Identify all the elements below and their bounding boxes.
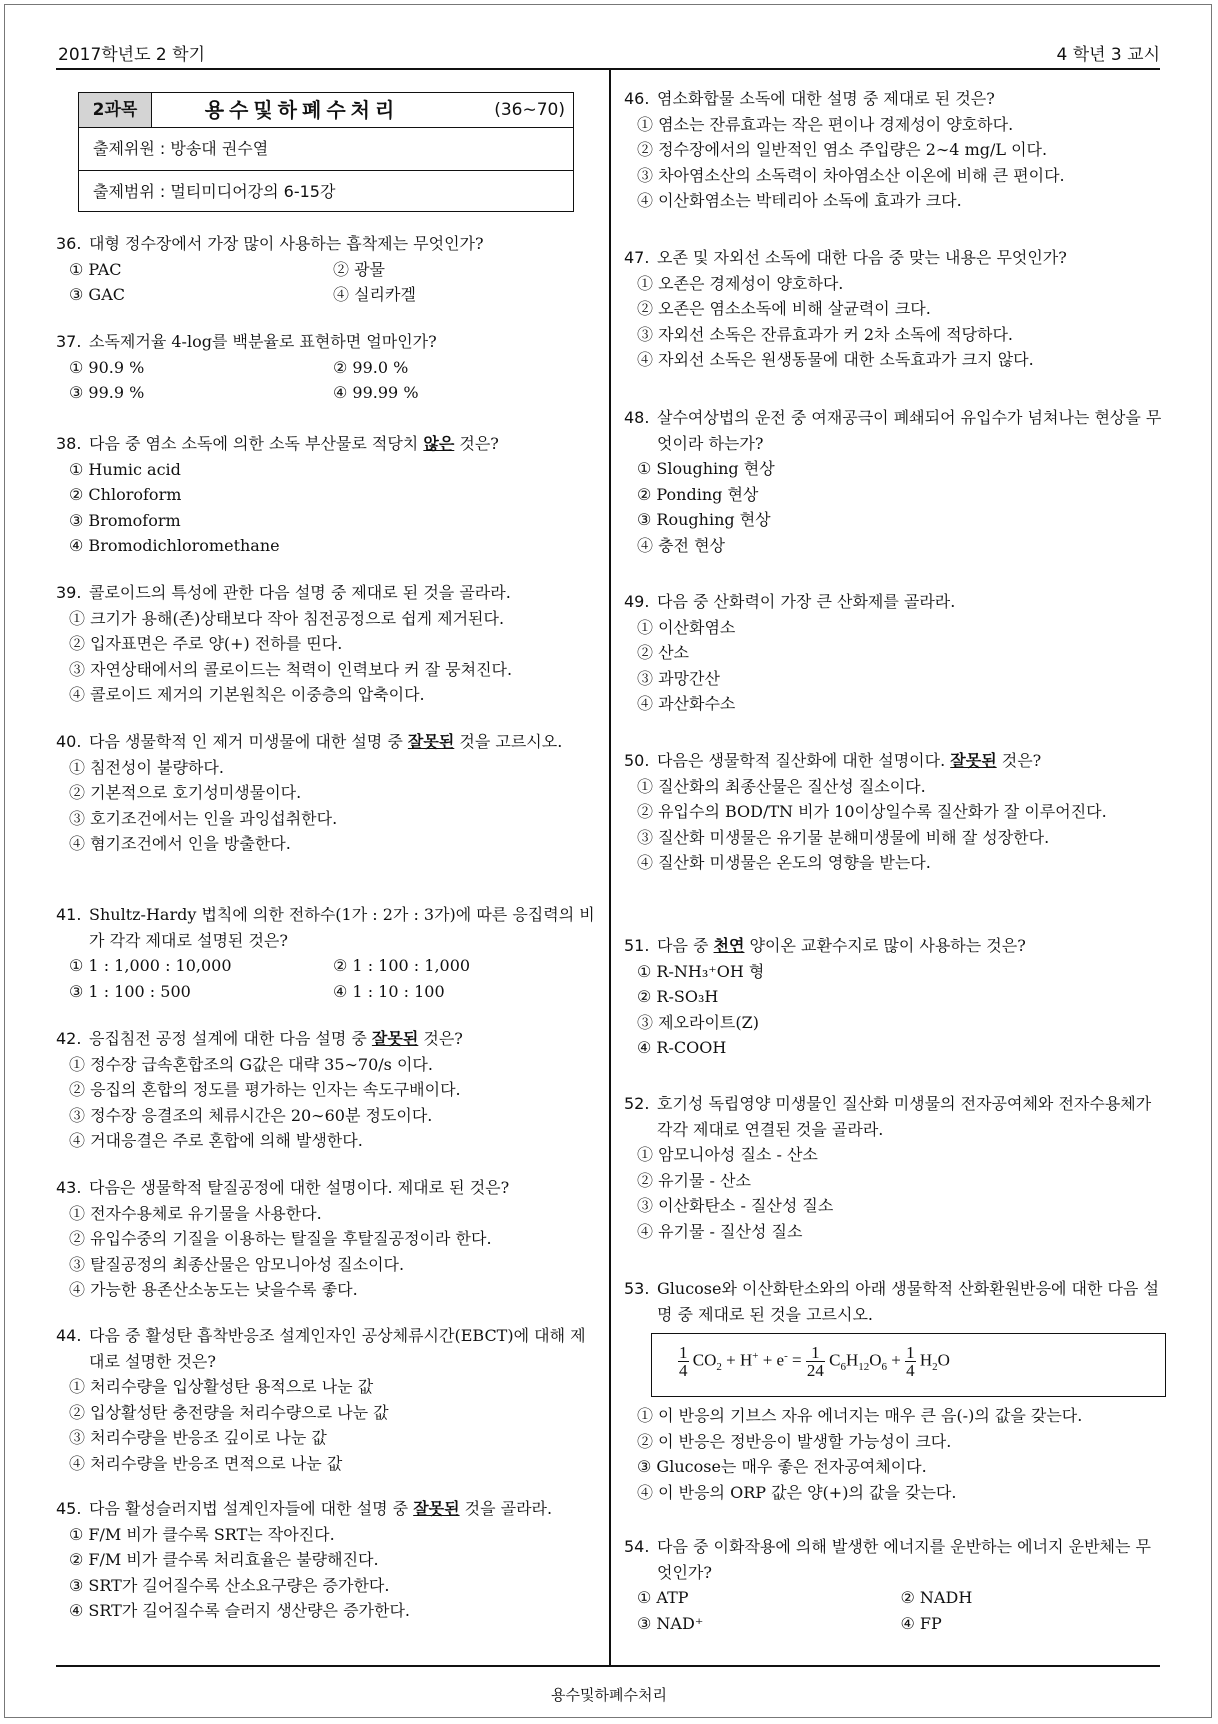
question-number: 40. — [56, 732, 82, 751]
question-text — [89, 729, 597, 755]
option-3[interactable]: ③ NAD⁺ — [637, 1613, 704, 1633]
option-3[interactable]: ③ Roughing 현상 — [637, 510, 771, 529]
option-2[interactable]: ② Chloroform — [69, 485, 182, 504]
eq-equals: = — [792, 1350, 802, 1370]
question-text — [89, 1026, 597, 1052]
option-3[interactable]: ③ 자연상태에서의 콜로이드는 척력이 인력보다 커 잘 뭉쳐진다. — [69, 659, 513, 679]
question-text-part: 다음 중 염소 소독에 의한 소독 부산물로 적당치 — [89, 434, 424, 453]
question-36 — [56, 231, 597, 308]
question-text: Glucose와 이산화탄소와의 아래 생물학적 산화환원반응에 대한 다음 설명 중 제대로 된 것을 고르시오. — [657, 1279, 1159, 1324]
option-4[interactable]: ④ Bromodichloromethane — [69, 536, 280, 555]
fraction-denominator: 4 — [906, 1361, 915, 1381]
option-1[interactable]: ① Humic acid — [69, 459, 181, 479]
question-48 — [624, 405, 1164, 558]
option-2[interactable]: ② 유입수중의 기질을 이용하는 탈질을 후탈질공정이라 한다. — [69, 1229, 492, 1248]
question-53 — [624, 1276, 1164, 1505]
option-1[interactable]: ① R-NH₃⁺OH 형 — [637, 961, 765, 981]
question-number: 51. — [624, 936, 650, 955]
option-2[interactable]: ② NADH — [900, 1588, 973, 1607]
option-1[interactable]: ① 침전성이 불량하다. — [69, 757, 224, 777]
question-range: (36∼70) — [494, 100, 565, 120]
question-number: 54. — [624, 1537, 650, 1556]
option-4[interactable]: ④ 혐기조건에서 인을 방출한다. — [69, 834, 291, 853]
eq-term: O — [869, 1350, 882, 1370]
option-1[interactable]: ① 암모니아성 질소 - 산소 — [637, 1145, 818, 1164]
question-number: 49. — [624, 592, 650, 611]
question-text-part: 다음 중 — [657, 936, 714, 955]
option-3[interactable]: ③ GAC — [69, 285, 126, 304]
question-41 — [56, 902, 597, 1004]
question-49 — [624, 589, 1164, 717]
eq-term: C — [829, 1350, 841, 1370]
option-4[interactable]: ④ 이 반응의 ORP 값은 양(+)의 값을 갖는다. — [637, 1482, 957, 1502]
question-text-part: 것은? — [418, 1029, 463, 1048]
option-2[interactable]: ② 유기물 - 산소 — [637, 1170, 751, 1190]
option-3[interactable]: ③ 1 : 100 : 500 — [69, 981, 191, 1001]
question-emphasis: 잘못된 — [950, 751, 997, 770]
question-text-part: 다음 활성슬러지법 설계인자들에 대한 설명 중 — [89, 1499, 414, 1518]
question-number: 53. — [624, 1279, 650, 1298]
option-1[interactable]: ① 염소는 잔류효과는 작은 편이나 경제성이 양호하다. — [637, 114, 1014, 134]
fraction-denominator: 4 — [679, 1361, 688, 1381]
question-39 — [56, 580, 597, 708]
question-text: 다음 중 활성탄 흡착반응조 설계인자인 공상체류시간(EBCT)에 대해 제대로 설명한 것은? — [89, 1326, 586, 1371]
option-3[interactable]: ③ 제오라이트(Z) — [637, 1012, 759, 1032]
option-2[interactable]: ② Ponding 현상 — [637, 484, 759, 504]
eq-term: + H — [726, 1350, 753, 1370]
header-rule — [56, 68, 1160, 70]
option-3[interactable]: ③ 99.9 % — [69, 383, 145, 402]
eq-plus: + — [891, 1350, 901, 1370]
question-40 — [56, 729, 597, 857]
option-4[interactable]: ④ SRT가 길어질수록 슬러지 생산량은 증가한다. — [69, 1601, 411, 1620]
fraction-numerator: 1 — [806, 1344, 825, 1362]
question-number: 36. — [56, 234, 82, 253]
subject-info-box — [78, 92, 574, 212]
question-text: 다음은 생물학적 탈질공정에 대한 설명이다. 제대로 된 것은? — [89, 1178, 510, 1197]
eq-subscript: 2 — [716, 1361, 722, 1374]
eq-superscript: + — [752, 1350, 759, 1362]
option-2[interactable]: ② 99.0 % — [333, 357, 409, 377]
subject-author: 출제위원 : 방송대 권수열 — [79, 128, 573, 171]
question-text: 오존 및 자외선 소독에 대한 다음 중 맞는 내용은 무엇인가? — [657, 248, 1067, 267]
option-2[interactable]: ② 입자표면은 주로 양(+) 전하를 띤다. — [69, 634, 343, 653]
question-number: 44. — [56, 1326, 82, 1345]
question-text-part: 것은? — [996, 751, 1042, 770]
question-45 — [56, 1496, 597, 1624]
question-text: 호기성 독립영양 미생물인 질산화 미생물의 전자공여체와 전자수용체가 각각 제대로 연결된 것을 골라라. — [657, 1094, 1152, 1139]
column-divider — [609, 68, 611, 1665]
option-1[interactable]: ① Sloughing 현상 — [637, 459, 775, 478]
question-42 — [56, 1026, 597, 1154]
question-number: 39. — [56, 583, 82, 602]
question-number: 50. — [624, 751, 650, 770]
option-2[interactable]: ② 응집의 혼합의 정도를 평가하는 인자는 속도구배이다. — [69, 1080, 461, 1099]
option-1[interactable]: ① 처리수량을 입상활성탄 용적으로 나눈 값 — [69, 1377, 374, 1396]
option-3[interactable]: ③ 자외선 소독은 잔류효과가 커 2차 소독에 적당하다. — [637, 324, 1013, 344]
question-emphasis: 잘못된 — [413, 1499, 460, 1518]
option-3[interactable]: ③ 차아염소산의 소독력이 차아염소산 이온에 비해 큰 편이다. — [637, 165, 1065, 185]
question-text: Shultz-Hardy 법칙에 의한 전하수(1가 : 2가 : 3가)에 따른 응집력의 비가 각각 제대로 설명된 것은? — [89, 905, 595, 950]
question-number: 37. — [56, 332, 82, 351]
option-1[interactable]: ① 90.9 % — [69, 357, 145, 377]
question-text: 살수여상법의 운전 중 여재공극이 폐쇄되어 유입수가 넘쳐나는 현상을 무엇이라 하는가? — [657, 408, 1162, 453]
question-text-part: 다음 생물학적 인 제거 미생물에 대한 설명 중 — [89, 732, 408, 751]
option-3[interactable]: ③ 과망간산 — [637, 668, 720, 688]
option-1[interactable]: ① 크기가 용해(존)상태보다 작아 침전공정으로 쉽게 제거된다. — [69, 608, 505, 628]
equation-box — [651, 1333, 1166, 1397]
question-emphasis: 잘못된 — [371, 1029, 419, 1048]
fraction-numerator: 1 — [679, 1343, 688, 1363]
question-44 — [56, 1323, 597, 1476]
option-1[interactable]: ① PAC — [69, 259, 122, 279]
question-text-part: 양이온 교환수지로 많이 사용하는 것은? — [744, 936, 1026, 955]
question-text — [657, 748, 1164, 774]
eq-term: + e — [762, 1350, 785, 1370]
question-emphasis: 잘못된 — [407, 732, 455, 751]
option-2[interactable]: ② 1 : 100 : 1,000 — [333, 956, 471, 975]
footer-rule — [56, 1665, 1160, 1667]
question-text-part: 것을 골라라. — [459, 1499, 553, 1518]
option-3[interactable]: ③ 이산화탄소 - 질산성 질소 — [637, 1196, 834, 1215]
question-text-part: 다음은 생물학적 질산화에 대한 설명이다. — [657, 751, 951, 770]
question-text: 다음 중 이화작용에 의해 발생한 에너지를 운반하는 에너지 운반체는 무엇인가? — [657, 1537, 1151, 1582]
header-grade-period: 4 학년 3 교시 — [1056, 45, 1160, 65]
question-text: 소독제거율 4-log를 백분율로 표현하면 얼마인가? — [89, 332, 437, 351]
question-51 — [624, 933, 1164, 1061]
question-text: 콜로이드의 특성에 관한 다음 설명 중 제대로 된 것을 골라라. — [89, 583, 511, 602]
option-3[interactable]: ③ Bromoform — [69, 510, 181, 530]
question-emphasis: 천연 — [713, 936, 745, 955]
eq-subscript: 6 — [840, 1361, 846, 1374]
eq-subscript: 2 — [932, 1361, 938, 1374]
question-47 — [624, 245, 1164, 373]
question-text — [89, 1496, 597, 1522]
option-1[interactable]: ① 1 : 1,000 : 10,000 — [69, 956, 232, 975]
option-2[interactable]: ② 입상활성탄 충전량을 처리수량으로 나눈 값 — [69, 1402, 389, 1422]
eq-term: CO — [692, 1350, 717, 1370]
option-2[interactable]: ② 유입수의 BOD/TN 비가 10이상일수록 질산화가 잘 이루어진다. — [637, 802, 1107, 821]
page-footer: 용수및하폐수처리 — [551, 1686, 667, 1704]
option-3[interactable]: ③ 호기조건에서는 인을 과잉섭취한다. — [69, 808, 338, 828]
option-1[interactable]: ① ATP — [637, 1588, 689, 1607]
option-4[interactable]: ④ 1 : 10 : 100 — [333, 981, 445, 1001]
option-1[interactable]: ① 오존은 경제성이 양호하다. — [637, 273, 844, 293]
question-number: 46. — [624, 89, 650, 108]
question-text — [89, 431, 597, 457]
question-text: 염소화합물 소독에 대한 설명 중 제대로 된 것은? — [657, 89, 995, 108]
question-number: 42. — [56, 1029, 82, 1048]
question-number: 43. — [56, 1178, 82, 1197]
question-text: 대형 정수장에서 가장 많이 사용하는 흡착제는 무엇인가? — [89, 234, 484, 253]
option-4[interactable]: ④ FP — [900, 1613, 942, 1633]
option-4[interactable]: ④ 유기물 - 질산성 질소 — [637, 1221, 803, 1241]
question-text — [657, 933, 1164, 959]
question-37 — [56, 329, 597, 406]
eq-subscript: 12 — [858, 1361, 870, 1374]
option-2[interactable]: ② 오존은 염소소독에 비해 살균력이 크다. — [637, 299, 931, 318]
eq-superscript: - — [784, 1350, 788, 1362]
option-4[interactable]: ④ 이산화염소는 박테리아 소독에 효과가 크다. — [637, 191, 962, 210]
option-2[interactable]: ② 이 반응은 정반응이 발생할 가능성이 크다. — [637, 1431, 952, 1451]
option-2[interactable]: ② F/M 비가 클수록 처리효율은 불량해진다. — [69, 1550, 379, 1569]
option-1[interactable]: ① 이산화염소 — [637, 617, 736, 637]
option-4[interactable]: ④ 콜로이드 제거의 기본원칙은 이중층의 압축이다. — [69, 685, 425, 704]
option-4[interactable]: ④ 과산화수소 — [637, 694, 736, 713]
question-52 — [624, 1091, 1164, 1244]
option-4[interactable]: ④ 실리카겔 — [333, 285, 416, 304]
eq-subscript: 6 — [881, 1361, 888, 1374]
header-year-semester: 2017학년도 2 학기 — [58, 45, 205, 65]
option-2[interactable]: ② 기본적으로 호기성미생물이다. — [69, 783, 302, 802]
option-1[interactable]: ① 이 반응의 기브스 자유 에너지는 매우 큰 음(-)의 값을 갖는다. — [637, 1406, 1083, 1425]
question-text-part: 응집침전 공정 설계에 대한 다음 설명 중 — [89, 1029, 372, 1048]
question-38 — [56, 431, 597, 559]
redox-equation — [678, 1344, 950, 1381]
option-2[interactable]: ② 광물 — [333, 259, 385, 279]
subject-scope: 출제범위 : 멀티미디어강의 6-15강 — [93, 182, 336, 201]
option-4[interactable]: ④ 99.99 % — [333, 383, 419, 402]
fraction-numerator: 1 — [906, 1343, 915, 1363]
question-emphasis: 않은 — [423, 434, 455, 453]
option-4[interactable]: ④ 질산화 미생물은 온도의 영향을 받는다. — [637, 853, 931, 872]
option-3[interactable]: ③ 정수장 응결조의 체류시간은 20∼60분 정도이다. — [69, 1105, 433, 1125]
option-2[interactable]: ② 산소 — [637, 643, 689, 662]
option-4[interactable]: ④ 충전 현상 — [637, 535, 725, 555]
option-2[interactable]: ② 정수장에서의 일반적인 염소 주입량은 2∼4 mg/L 이다. — [637, 140, 1048, 159]
question-text-part: 것은? — [454, 434, 499, 453]
question-43 — [56, 1175, 597, 1303]
subject-tag: 2과목 — [79, 93, 152, 127]
option-3[interactable]: ③ Glucose는 매우 좋은 전자공여체이다. — [637, 1457, 927, 1476]
option-2[interactable]: ② R-SO₃H — [637, 987, 719, 1006]
option-3[interactable]: ③ SRT가 길어질수록 산소요구량은 증가한다. — [69, 1575, 390, 1595]
question-text: 다음 중 산화력이 가장 큰 산화제를 골라라. — [657, 592, 956, 611]
fraction-denominator: 24 — [806, 1361, 824, 1381]
question-number: 41. — [56, 905, 82, 924]
option-4[interactable]: ④ 거대응결은 주로 혼합에 의해 발생한다. — [69, 1131, 363, 1150]
option-3[interactable]: ③ 처리수량을 반응조 깊이로 나눈 값 — [69, 1428, 327, 1447]
question-number: 38. — [56, 434, 82, 453]
page-header — [58, 36, 1160, 66]
eq-term: H — [845, 1350, 859, 1370]
option-4[interactable]: ④ 처리수량을 반응조 면적으로 나눈 값 — [69, 1453, 343, 1473]
eq-term: H — [919, 1350, 933, 1370]
option-4[interactable]: ④ R-COOH — [637, 1038, 727, 1057]
subject-title: 용수및하폐수처리 — [204, 98, 400, 122]
eq-term: O — [937, 1350, 950, 1370]
option-1[interactable]: ① 질산화의 최종산물은 질산성 질소이다. — [637, 776, 926, 796]
question-number: 47. — [624, 248, 650, 267]
question-text-part: 것을 고르시오. — [454, 732, 563, 751]
option-1[interactable]: ① 정수장 급속혼합조의 G값은 대략 35∼70/s 이다. — [69, 1054, 433, 1074]
question-54 — [624, 1534, 1164, 1636]
question-number: 52. — [624, 1094, 650, 1113]
question-50 — [624, 748, 1164, 876]
option-1[interactable]: ① 전자수용체로 유기물을 사용한다. — [69, 1203, 322, 1223]
option-3[interactable]: ③ 질산화 미생물은 유기물 분해미생물에 비해 잘 성장한다. — [637, 827, 1050, 847]
option-4[interactable]: ④ 자외선 소독은 원생동물에 대한 소독효과가 크지 않다. — [637, 350, 1034, 369]
option-1[interactable]: ① F/M 비가 클수록 SRT는 작아진다. — [69, 1524, 335, 1544]
question-number: 48. — [624, 408, 650, 427]
question-46 — [624, 86, 1164, 214]
question-number: 45. — [56, 1499, 82, 1518]
option-3[interactable]: ③ 탈질공정의 최종산물은 암모니아성 질소이다. — [69, 1254, 405, 1274]
option-4[interactable]: ④ 가능한 용존산소농도는 낮을수록 좋다. — [69, 1280, 358, 1299]
